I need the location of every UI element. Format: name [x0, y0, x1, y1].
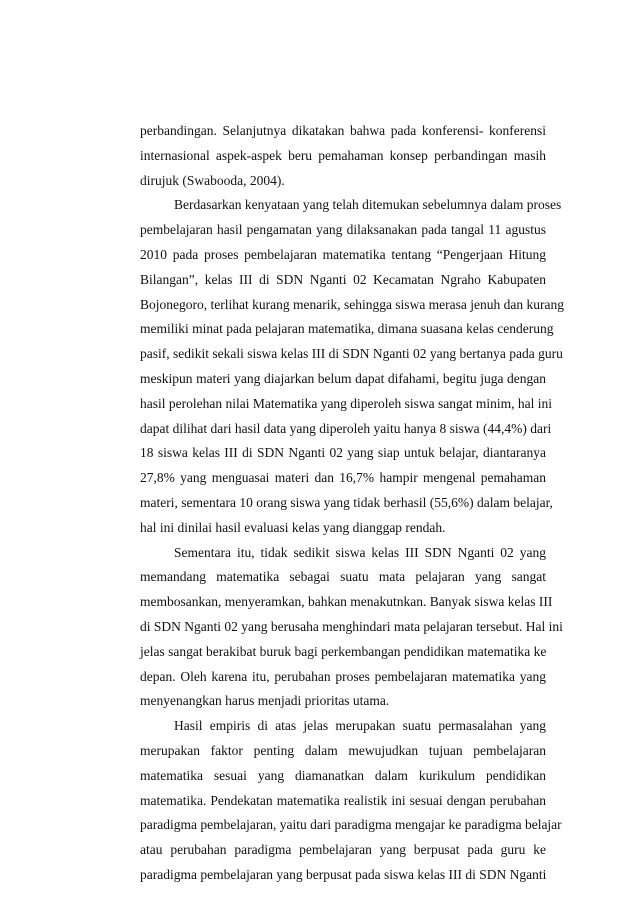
text-line: hasil perolehan nilai Matematika yang diperoleh siswa sangat minim, hal ini	[140, 395, 553, 411]
text-line: paradigma pembelajaran, yaitu dari paradigma mengajar ke paradigma belajar	[140, 817, 562, 833]
text-line: 27,8% yang menguasai materi dan 16,7% hampir mengenal pemahaman	[140, 470, 546, 486]
text-line: atau perubahan paradigma pembelajaran yang berpusat pada guru ke	[140, 842, 546, 858]
text-line: hal ini dinilai hasil evaluasi kelas yang dianggap rendah.	[140, 519, 446, 535]
text-line: membosankan, menyeramkan, bahkan menakutnkan. Banyak siswa kelas III	[140, 594, 553, 610]
body-text	[140, 119, 565, 888]
text-line: pembelajaran hasil pengamatan yang dilaksanakan pada tangal 11 agustus	[140, 222, 546, 238]
text-line: Sementara itu, tidak sedikit siswa kelas III SDN Nganti 02 yang	[174, 544, 546, 560]
text-line: internasional aspek-aspek beru pemahaman konsep perbandingan masih	[140, 147, 546, 163]
text-line: matematika. Pendekatan matematika realistik ini sesuai dengan perubahan	[140, 792, 546, 808]
text-line: memandang matematika sebagai suatu mata pelajaran yang sangat	[140, 569, 546, 585]
text-line: memiliki minat pada pelajaran matematika, dimana suasana kelas cenderung	[140, 321, 554, 337]
text-line: pasif, sedikit sekali siswa kelas III di SDN Nganti 02 yang bertanya pada guru	[140, 346, 563, 362]
text-line: menyenangkan harus menjadi prioritas utama.	[140, 693, 390, 709]
text-line: Hasil empiris di atas jelas merupakan suatu permasalahan yang	[174, 718, 546, 734]
text-line: Bojonegoro, terlihat kurang menarik, sehingga siswa merasa jenuh dan kurang	[140, 296, 565, 312]
text-line: jelas sangat berakibat buruk bagi perkembangan pendidikan matematika ke	[140, 643, 547, 659]
text-line: depan. Oleh karena itu, perubahan proses pembelajaran matematika yang	[140, 668, 546, 684]
text-line: dapat dilihat dari hasil data yang diperoleh yaitu hanya 8 siswa (44,4%) dari	[140, 420, 552, 436]
text-line: paradigma pembelajaran yang berpusat pada siswa kelas III di SDN Nganti	[140, 866, 547, 882]
text-line: Bilangan”, kelas III di SDN Nganti 02 Kecamatan Ngraho Kabupaten	[140, 271, 546, 287]
text-line: matematika sesuai yang diamanatkan dalam kurikulum pendidikan	[140, 767, 546, 783]
text-line: 18 siswa kelas III di SDN Nganti 02 yang siap untuk belajar, diantaranya	[140, 445, 546, 461]
text-line: perbandingan. Selanjutnya dikatakan bahwa pada konferensi- konferensi	[140, 123, 546, 138]
text-line: merupakan faktor penting dalam mewujudkan tujuan pembelajaran	[140, 742, 546, 758]
text-line: di SDN Nganti 02 yang berusaha menghindari mata pelajaran tersebut. Hal ini	[140, 618, 563, 634]
text-line: dirujuk (Swabooda, 2004).	[140, 172, 285, 188]
text-line: materi, sementara 10 orang siswa yang tidak berhasil (55,6%) dalam belajar,	[140, 494, 553, 510]
text-line: 2010 pada proses pembelajaran matematika tentang “Pengerjaan Hitung	[140, 246, 546, 262]
text-line: Berdasarkan kenyataan yang telah ditemukan sebelumnya dalam proses	[174, 197, 562, 213]
text-line: meskipun materi yang diajarkan belum dapat difahami, begitu juga dengan	[140, 370, 546, 386]
